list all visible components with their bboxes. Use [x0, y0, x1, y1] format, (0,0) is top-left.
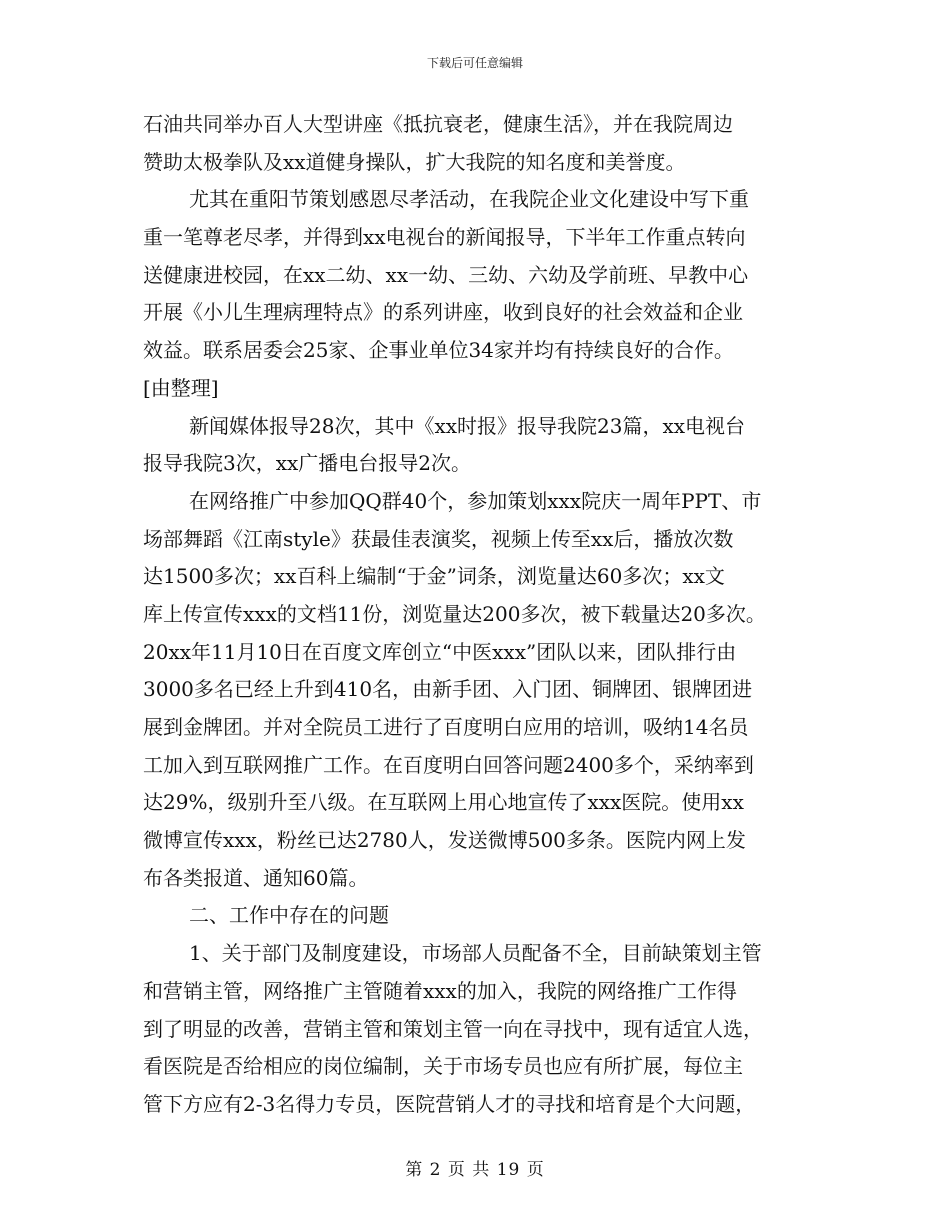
text-line: 场部舞蹈《江南style》获最佳表演奖，视频上传至xx后，播放次数 [143, 526, 734, 551]
text-line: 到了明显的改善，营销主管和策划主管一向在寻找中，现有适宜人选， [143, 1016, 763, 1041]
text-line: 效益。联系居委会25家、企事业单位34家并均有持续良好的合作。 [143, 338, 734, 363]
text-line: 达29%，级别升至八级。在互联网上用心地宣传了xxx医院。使用xx [143, 790, 744, 815]
text-line: [由整理] [143, 375, 219, 400]
text-line: 微博宣传xxx，粉丝已达2780人，发送微博500多条。医院内网上发 [143, 828, 746, 853]
text-line: 3000多名已经上升到410名，由新手团、入门团、铜牌团、银牌团进 [143, 677, 753, 702]
text-line: 赞助太极拳队及xx道健身操队，扩大我院的知名度和美誉度。 [143, 149, 686, 174]
text-line: 1、关于部门及制度建设，市场部人员配备不全，目前缺策划主管 [189, 941, 762, 966]
text-line: 和营销主管，网络推广主管随着xxx的加入，我院的网络推广工作得 [143, 978, 737, 1003]
text-line: 达1500多次；xx百科上编制“于金”词条，浏览量达60多次；xx文 [143, 564, 725, 589]
text-line: 工加入到互联网推广工作。在百度明白回答问题2400多个，采纳率到 [143, 752, 754, 777]
text-line: 展到金牌团。并对全院员工进行了百度明白应用的培训，吸纳14名员 [143, 715, 749, 739]
text-line: 看医院是否给相应的岗位编制，关于市场专员也应有所扩展，每位主 [143, 1054, 743, 1079]
text-line: 重一笔尊老尽孝，并得到xx电视台的新闻报导，下半年工作重点转向 [143, 225, 746, 250]
text-line: 20xx年11月10日在百度文库创立“中医xxx”团队以来，团队排行由 [143, 639, 737, 664]
text-line: 开展《小儿生理病理特点》的系列讲座，收到良好的社会效益和企业 [143, 300, 743, 325]
text-line: 在网络推广中参加QQ群40个，参加策划xxx院庆一周年PPT、市 [189, 488, 762, 513]
text-line: 石油共同举办百人大型讲座《抵抗衰老，健康生活》，并在我院周边 [143, 112, 733, 136]
text-line: 报导我院3次，xx广播电台报导2次。 [143, 451, 472, 476]
text-line: 管下方应有2-3名得力专员，医院营销人才的寻找和培育是个大问题， [143, 1091, 756, 1116]
text-line: 送健康进校园，在xx二幼、xx一幼、三幼、六幼及学前班、早教中心 [143, 262, 749, 287]
text-line: 新闻媒体报导28次，其中《xx时报》报导我院23篇，xx电视台 [189, 413, 746, 438]
body-text [143, 106, 813, 1124]
page-header: 下载后可任意编辑 [426, 56, 523, 70]
text-line: 二、工作中存在的问题 [189, 903, 389, 928]
text-line: 尤其在重阳节策划感恩尽孝活动，在我院企业文化建设中写下重 [189, 187, 749, 212]
text-line: 布各类报道、通知60篇。 [143, 865, 369, 890]
text-line: 库上传宣传xxx的文档11份，浏览量达200多次，被下载量达20多次。 [143, 601, 766, 626]
page-footer: 第 2 页 共 19 页 [405, 1160, 545, 1180]
